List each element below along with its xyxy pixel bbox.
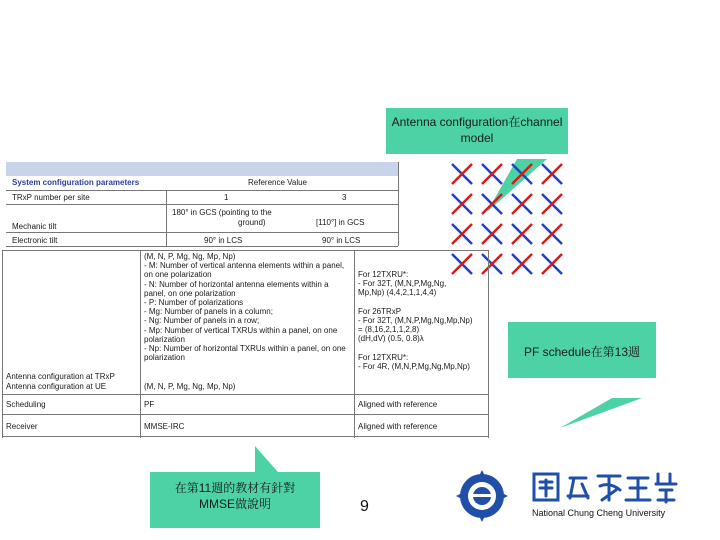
text-line: - For 32T, (M,N,P,Mg,Ng, [358, 279, 447, 289]
antenna-reference [358, 270, 486, 371]
text-line: polarization [144, 353, 185, 363]
text-line: (dH,dV) (0.5, 0.8)λ [358, 334, 424, 344]
text-line: For 26TRxP [358, 306, 402, 316]
header-value: Reference Value [248, 178, 307, 187]
text-line: For 12TXRU*: [358, 352, 409, 362]
text-line: - For 4R, (M,N,P,Mg,Ng,Mp,Np) [358, 362, 470, 372]
mech-val1-line1: 180° in GCS (pointing to the [172, 208, 272, 217]
mmse-callout [150, 472, 320, 528]
callout-text-line2: MMSE做說明 [198, 497, 271, 511]
elec-label: Electronic tilt [12, 236, 58, 245]
text-line: Mp,Np) (4,4,2,1,1,4,4) [358, 288, 437, 298]
text-line: - M: Number of vertical antenna elements within a panel, [144, 261, 345, 271]
text-line: polarization [144, 334, 185, 344]
sched-ref: Aligned with reference [358, 400, 438, 409]
text-line: - For 32T, (M,N,P,Mg,Ng,Mp,Np) [358, 316, 473, 326]
antenna-description [144, 252, 352, 362]
table-header-row [6, 162, 398, 176]
sched-label: Scheduling [6, 400, 46, 409]
header-param: System configuration parameters [12, 178, 140, 187]
mech-label: Mechanic tilt [12, 222, 57, 231]
page-number: 9 [360, 498, 369, 515]
text-line: For 12TXRU*: [358, 270, 409, 279]
university-emblem-icon [452, 468, 512, 524]
text-line: - Np: Number of horizontal TXRUs within a panel, on one [144, 344, 346, 354]
university-calligraphy-logo [530, 470, 680, 506]
callout-text: Antenna configuration在channel model [391, 115, 563, 145]
system-configuration-table [0, 162, 490, 442]
recv-val: MMSE-IRC [144, 422, 185, 431]
ant-trxp-label: Antenna configuration at TRxP [6, 372, 115, 381]
trxp-val1: 1 [224, 193, 229, 202]
text-line: - Mg: Number of panels in a column; [144, 307, 273, 317]
text-line: - Mp: Number of vertical TXRUs within a panel, on one [144, 325, 338, 335]
callout-text-line1: 在第11週的教材有針對 [174, 481, 296, 495]
elec-val2: 90° in LCS [322, 236, 361, 245]
ant-ue-label: Antenna configuration at UE [6, 382, 107, 391]
recv-ref: Aligned with reference [358, 422, 438, 431]
university-name: National Chung Cheng University [532, 508, 666, 518]
elec-val1: 90° in LCS [204, 236, 243, 245]
text-line: (M, N, P, Mg, Ng, Mp, Np) [144, 252, 236, 261]
mech-val1-line2: ground) [238, 218, 266, 227]
text-line: panel, on one polarization [144, 288, 236, 298]
text-line: - P: Number of polarizations [144, 298, 244, 308]
text-line: on one polarization [144, 270, 212, 280]
text-line: - N: Number of horizontal antenna elements within a [144, 279, 329, 289]
trxp-label: TRxP number per site [12, 193, 90, 202]
pf-schedule-callout [508, 322, 656, 378]
recv-label: Receiver [6, 422, 38, 431]
trxp-val2: 3 [342, 193, 347, 202]
callout-text: PF schedule在第13週 [523, 345, 641, 359]
text-line: = (8,16,2,1,1,2,8) [358, 325, 420, 335]
text-line [358, 344, 486, 353]
sched-val: PF [144, 400, 155, 409]
antenna-config-callout [386, 108, 568, 154]
ant-ue-val: (M, N, P, Mg, Ng, Mp, Np) [144, 382, 236, 391]
mech-val2: [110°] in GCS [316, 218, 365, 227]
text-line [358, 298, 486, 307]
text-line: - Ng: Number of panels in a row; [144, 316, 260, 326]
